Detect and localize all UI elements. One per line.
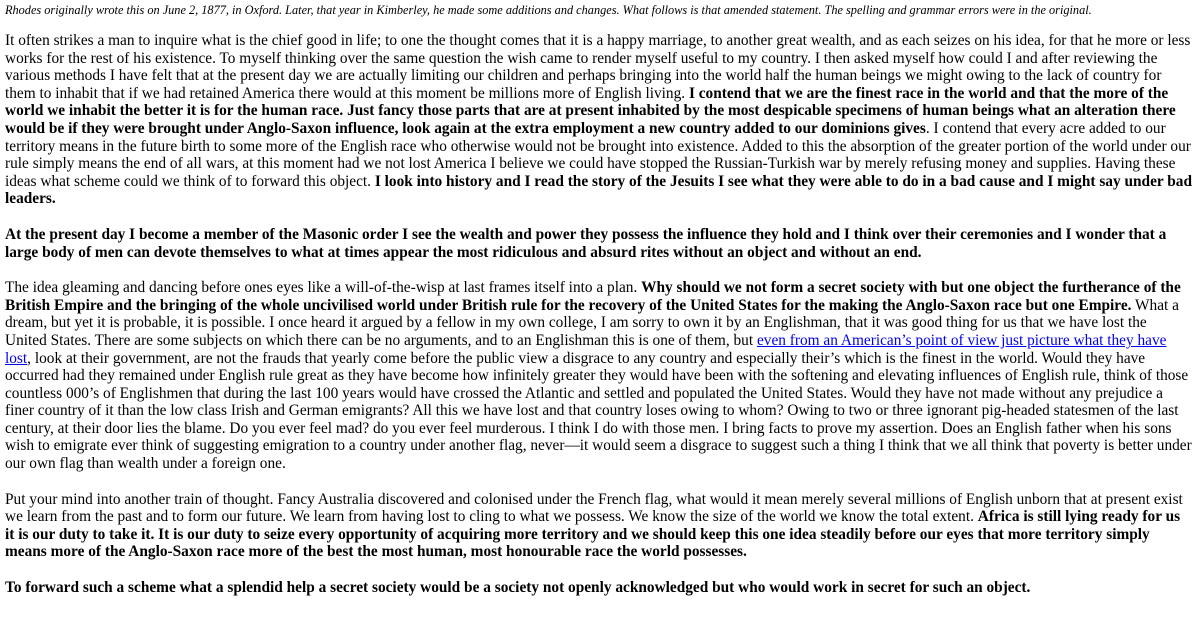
body-text: , look at their government, are not the frauds that yearly come before the public view a disgrace to any country and especially their’s which is the finest in the world. Would they have occurred had they remained under English rule great as they have become how infinitely greater they would have been with the softening and elevating influences of English rule, think of those countless 000’s of Englishmen that during the last 100 years would have crossed the Atlantic and settled and populated the United States. Would they have not made without any prejudice a finer country of it than the low class Irish and German emigrants? All this we have lost and that country loses owing to whom? Owing to two or three ignorant pig-headed statesmen of the last century, at their door lies the blame. Do you ever feel mad? do you ever feel murderous. I think I do with those men. I bring facts to prove my assertion. Does an English father when his sons wish to emigrate ever think of suggesting emigration to a country under another flag, never—it would seem a disgrace to suggest such a thing I think that we all think that poverty is better under our own flag than wealth under a foreign one. <box>5 349 1192 473</box>
paragraph <box>5 579 1192 597</box>
paragraph <box>5 279 1192 473</box>
body-text: Put your mind into another train of thought. Fancy Australia discovered and colonised under the French flag, what would it mean merely several millions of English unborn that at present exist we learn from the past and to form our future. We learn from having lost to cling to what we possess. We know the size of the world we know the total extent. <box>5 490 1183 526</box>
paragraph <box>5 226 1192 261</box>
intro-note: Rhodes originally wrote this on June 2, 1877, in Oxford. Later, that year in Kimberley, he made some additions and changes. What follows is that amended statement. The spelling and grammar errors were in the original. <box>5 3 1092 17</box>
bold-text: Why should we not form a secret society with but one object the furtherance of the British Empire and the bringing of the whole uncivilised world under British rule for the recovery of the United States for the making the Anglo-Saxon race but one Empire. <box>5 279 1181 314</box>
inline-link[interactable]: even from an American’s point of view just picture what they have lost <box>5 331 1167 367</box>
bold-text: Africa is still lying ready for us it is our duty to take it. It is our duty to seize every opportunity of acquiring more territory and we should keep this one idea steadily before our eyes that more territory simply means more of the Anglo-Saxon race more of the best the most human, most honourable race the world possesses. <box>5 508 1181 561</box>
body-text: The idea gleaming and dancing before ones eyes like a will-of-the-wisp at last frames itself into a plan. <box>5 279 642 297</box>
paragraph <box>5 32 1192 208</box>
bold-text: I look into history and I read the story of the Jesuits I see what they were able to do in a bad cause and I might say under bad leaders. <box>5 172 1192 208</box>
paragraph <box>5 491 1192 561</box>
bold-text: To forward such a scheme what a splendid help a secret society would be a society not openly acknowledged but who would work in secret for such an object. <box>5 579 1031 597</box>
bold-text: I contend that we are the finest race in the world and that the more of the world we inhabit the better it is for the human race. Just fancy those parts that are at present inhabited by the most despicable specimens of human beings what an alteration there would be if they were brought under Anglo-Saxon influence, look again at the extra employment a new country added to our dominions gives <box>5 84 1176 137</box>
bold-text: At the present day I become a member of the Masonic order I see the wealth and power they possess the influence they hold and I think over their ceremonies and I wonder that a large body of men can devote themselves to what at times appear the most ridiculous and absurd rites without an object and without an end. <box>5 225 1167 261</box>
statement-body <box>5 32 1192 597</box>
body-text: . I contend that every acre added to our territory means in the future birth to some more of the English race who otherwise would not be brought into existence. Added to this the absorption of the greater portion of the world under our rule simply means the end of all wars, at this moment had we not lost America I believe we could have stopped the Russian-Turkish war by merely refusing money and supplies. Having these ideas what scheme could we think of to forward this object. <box>5 119 1191 190</box>
document-page <box>0 3 1200 597</box>
body-text: It often strikes a man to inquire what is the chief good in life; to one the thought comes that it is a happy marriage, to another great wealth, and as each seizes on his idea, for that he more or less works for the rest of his existence. To myself thinking over the same question the wish came to render myself useful to my country. I then asked myself how could I and after reviewing the various methods I have felt that at the present day we are actually limiting our children and perhaps bringing into the world half the human beings we might owing to the lack of country for them to inhabit that if we had retained America there would at this moment be millions more of English living. <box>5 32 1191 102</box>
body-text: What a dream, but yet it is probable, it is possible. I once heard it argued by a fellow in my own college, I am sorry to own it by an Englishman, that it was good thing for us that we have lost the United States. There are some subjects on which there can be no arguments, and to an Englishman this is one of them, but <box>5 296 1179 349</box>
